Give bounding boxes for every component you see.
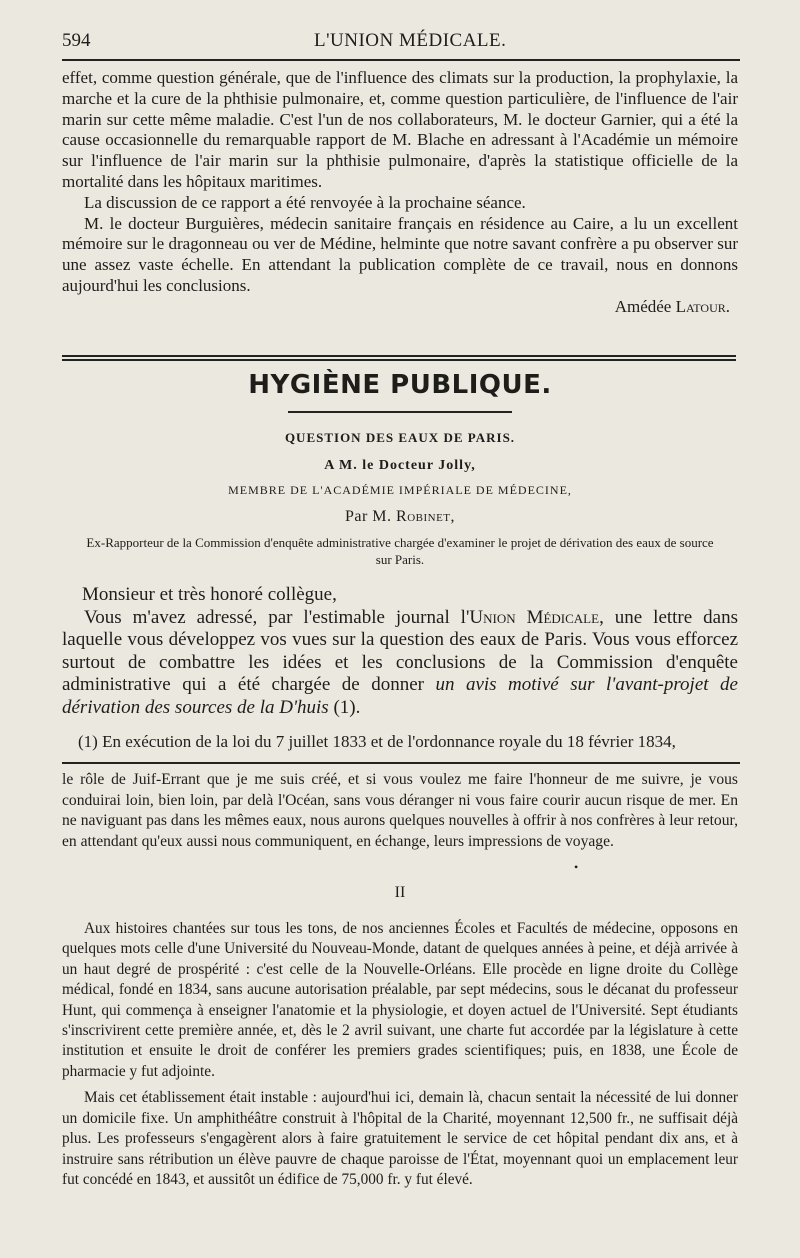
running-title: L'UNION MÉDICALE. xyxy=(314,30,507,51)
letter-text: (1). xyxy=(328,696,361,718)
signature xyxy=(62,297,738,318)
page-number: 594 xyxy=(62,30,91,51)
continuation-paragraph: le rôle de Juif-Errant que je me suis créé, et si vous voulez me faire l'honneur de me suivre, je vous conduirai loin, bien loin, par delà l'Océan, sans vous déranger ni vous faire courir aucun risque de mer. En ne naviguant pas dans les mêmes eaux, nous aurons quelques nouvelles à offrir à nos confrères à leur retour, en attendant qu'eux aussi nous communiquent, en échange, leurs impressions de voyage. xyxy=(62,771,738,850)
article-paragraph: Aux histoires chantées sur tous les tons, de nos anciennes Écoles et Facultés de médecine, opposons en quelques mots celle d'une Université du Nouveau-Monde, datant de quelques années à peine, et déjà arrivée à un haut degré de prospérité : c'est celle de la Nouvelle-Orléans. Elle procède en ligne droite du Collège médical, fondé en 1834, sans aucune autorisation préalable, par sept médecins, sous le décanat du professeur Hunt, qui commença à enseigner l'anatomie et la physiologie, et doyen actuel de l'Université. Sept étudiants s'inscrivirent cette première année, et, dès le 2 avril suivant, une charte fut accordée par la législature à cette institution et ensuite le droit de conférer les premiers grades scientifiques; puis, en 1838, une École de pharmacie y fut adjointe. xyxy=(62,920,738,1080)
footnote-rule xyxy=(62,762,740,764)
page-header xyxy=(62,26,740,56)
italic-phrase: un avis motivé sur l'avant-projet de dérivation des sources de la D'huis xyxy=(62,674,738,718)
header-rule xyxy=(62,59,740,61)
footnote: (1) En exécution de la loi du 7 juillet 1833 et de l'ordonnance royale du 18 février 1834, xyxy=(78,732,676,751)
signature-last-name: Latour. xyxy=(675,296,730,316)
intro-text xyxy=(62,68,738,318)
article-text xyxy=(62,1088,738,1191)
salutation: Monsieur et très honoré collègue, xyxy=(82,584,337,605)
author-role: Ex-Rapporteur de la Commission d'enquête administrative chargée d'examiner le projet de dérivation des eaux de source sur Paris. xyxy=(86,535,714,567)
intro-paragraph: effet, comme question générale, que de l'influence des climats sur la production, la prophylaxie, la marche et la cure de la phthisie pulmonaire, et, comme question particulière, de l'influence de l'air marin sur cette même maladie. C'est l'un de nos collaborateurs, M. le docteur Garnier, qui a été la cause occasionnelle du remarquable rapport de M. Blache en adressant à l'Académie un mémoire sur l'influence de l'air marin sur la phthisie pulmonaire, d'après la statistique officielle de la mortalité dans les hôpitaux maritimes. xyxy=(62,68,738,191)
title-underline xyxy=(288,411,512,413)
section-numeral: II xyxy=(394,884,406,901)
letter-paragraph xyxy=(62,607,738,720)
letter-text: Vous m'avez adressé, par l'estimable journal l' xyxy=(84,606,470,628)
letter-text: , une lettre dans laquelle vous développez vos vues sur la question des eaux de Paris. Vous vous efforcez surtout de combattre les idées et les conclusions de la Commission d'enquête administrative qui a été chargée de donner xyxy=(62,606,738,695)
printer-dot: • xyxy=(574,860,579,874)
addressee-title: MEMBRE DE L'ACADÉMIE IMPÉRIALE DE MÉDECINE, xyxy=(228,483,572,497)
byline xyxy=(62,508,738,526)
section-divider xyxy=(62,359,736,361)
author-name: Robinet, xyxy=(396,508,456,525)
section-divider xyxy=(62,355,736,357)
continuation-text xyxy=(62,770,738,852)
byline-prefix: Par M. xyxy=(344,508,392,525)
addressee: A M. le Docteur Jolly, xyxy=(324,458,476,473)
section-title: HYGIÈNE PUBLIQUE. xyxy=(248,370,552,400)
intro-paragraph: M. le docteur Burguières, médecin sanitaire français en résidence au Caire, a lu un excellent mémoire sur le dragonneau ou ver de Médine, helminte que notre savant confrère a pu observer sur une assez vaste échelle. En attendant la publication complète de ce travail, nous en donnons aujourd'hui les conclusions. xyxy=(62,213,738,295)
article-text xyxy=(62,919,738,1082)
journal-name: Union Médicale xyxy=(469,606,600,628)
letter-body xyxy=(62,584,738,719)
question-title: QUESTION DES EAUX DE PARIS. xyxy=(284,430,516,445)
signature-first-name: Amédée xyxy=(614,296,672,316)
intro-paragraph: La discussion de ce rapport a été renvoyée à la prochaine séance. xyxy=(84,192,526,212)
article-paragraph: Mais cet établissement était instable : aujourd'hui ici, demain là, chacun sentait la nécessité de lui donner un domicile fixe. Un amphithéâtre construit à l'hôpital de la Charité, moyennant 12,500 fr., ne suffisait déjà plus. Les professeurs s'engagèrent alors à faire gratuitement le service de cet hôpital pendant dix ans, et à instruire sans rétribution un élève pauvre de chaque paroisse de l'État, moyennant quoi un emplacement leur fut concédé en 1843, et aussitôt un édifice de 75,000 fr. y fut élevé. xyxy=(62,1089,738,1189)
